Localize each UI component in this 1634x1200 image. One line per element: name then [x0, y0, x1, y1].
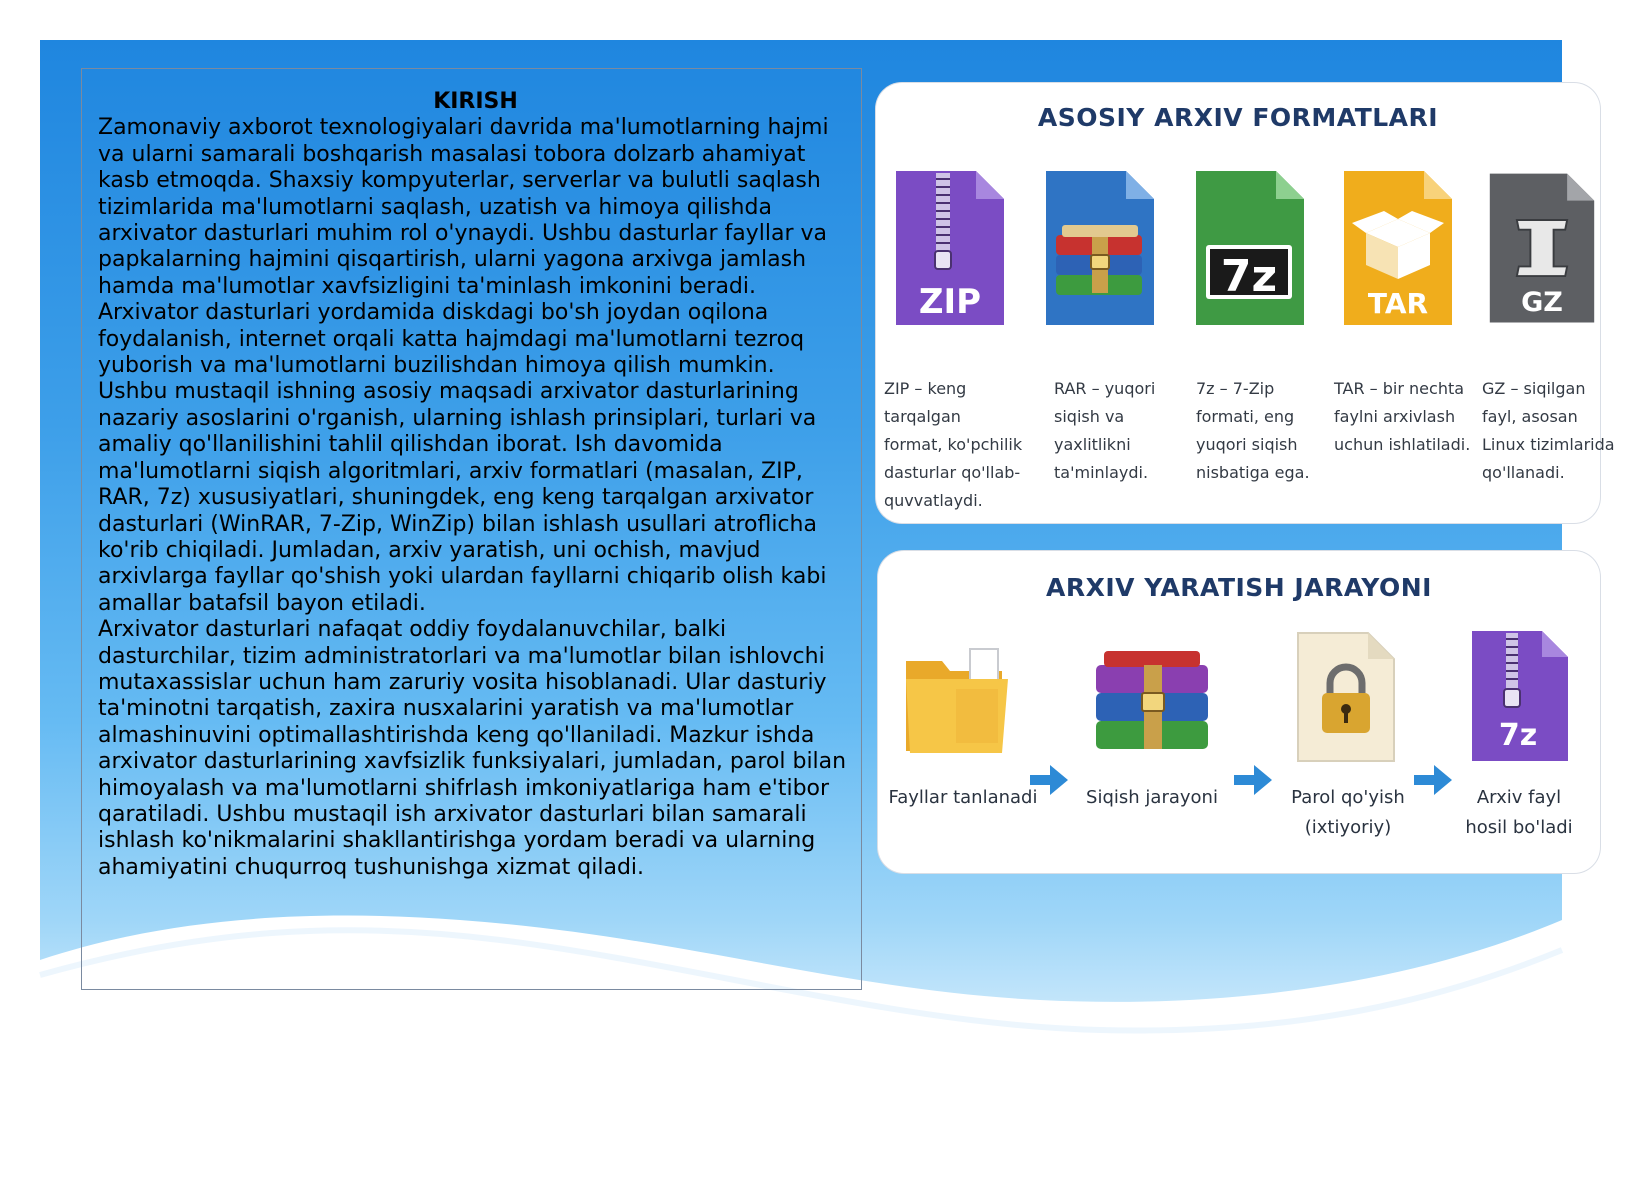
formats-card [876, 83, 1615, 523]
rar-file-icon [1040, 167, 1160, 332]
7z-archive-label: 7z [1498, 718, 1538, 753]
intro-paragraph-2: Ushbu mustaqil ishning asosiy maqsadi arxivator dasturlarining nazariy asoslarini o'rganish, ularning ishlash prinsiplari, turlari va amaliy qo'llanilishini tahlil qilishdan iborat. Ish davomida ma'lumotlarni siqish algoritmlari, arxiv formatlari (masalan, ZIP, RAR, 7z) xususiyatlari, shuningdek, eng keng tarqalgan arxivator dasturlari (WinRAR, 7-Zip, WinZip) bilan ishlash usullari atroflicha ko'rib chiqiladi. Jumladan, arxiv yaratish, uni ochish, mavjud arxivlarga fayllar qo'shish yoki ulardan fayllarni chiqarib olish kabi amallar batafsil bayon etiladi. [98, 379, 827, 616]
process-card [878, 551, 1600, 873]
format-zip-desc: ZIP – keng tarqalgan format, ko'pchilik dasturlar qo'llab- quvvatlaydi. [884, 379, 1023, 510]
intro-paragraph-1: Zamonaviy axborot texnologiyalari davrida ma'lumotlarning hajmi va ularni samarali boshqarish masalasi tobora dolzarb ahamiyat kasb etmoqda. Shaxsiy kompyuterlar, serverlar va bulutli saqlash tizimlarida ma'lumotlarni saqlash, uzatish va himoya qilishda arxivator dasturlari muhim rol o'ynaydi. Ushbu dasturlar fayllar va papkalarning hajmini qisqartirish, ularni yagona arxivga jamlash hamda ma'lumotlar xavfsizligini ta'minlash imkonini beradi. Arxivator dasturlari yordamida diskdagi bo'sh joydan oqilona foydalanish, internet orqali katta hajmdagi ma'lumotlarni tezroq yuborish va ma'lumotlarni buzilishdan himoya qilish mumkin. [98, 115, 829, 379]
format-rar [1040, 167, 1190, 332]
zip-label: ZIP [918, 282, 982, 322]
intro-paragraph-3: Arxivator dasturlari nafaqat oddiy foydalanuvchilar, balki dasturchilar, tizim administratorlari va ma'lumotlar bilan ishlovchi mutaxassislar uchun ham zaruriy vosita hisoblanadi. Ular dasturiy ta'minotni tarqatish, zaxira nusxalarini yaratish va ma'lumotlar almashinuvini optimallashtirishda keng qo'llaniladi. Mazkur ishda arxivator dasturlarining xavfsizlik funksiyalari, jumladan, parol bilan himoyalash va ma'lumotlarni shifrlash imkoniyatlariga ham e'tibor qaratiladi. Ushbu mustaqil ish arxivator dasturlari bilan samarali ishlash ko'nikmalarini shakllantirishga yordam beradi va ularning ahamiyatini chuqurroq tushunishga xizmat qiladi. [98, 617, 847, 880]
zip-file-icon [890, 167, 1010, 332]
intro-text-box [81, 68, 862, 990]
formats-card-title: ASOSIY ARXIV FORMATLARI [1037, 103, 1439, 132]
step-archive-created-label: Arxiv fayl hosil bo'ladi [1465, 787, 1573, 838]
format-tar-desc: TAR – bir nechta faylni arxivlash uchun ishlatiladi. [1334, 379, 1471, 454]
process-card-title: ARXIV YARATISH JARAYONI [1046, 573, 1432, 602]
arrow-icon [1028, 763, 1070, 797]
tar-file-icon [1338, 167, 1458, 332]
tar-label: TAR [1367, 287, 1429, 320]
folder-icon [902, 639, 1012, 759]
format-rar-desc: RAR – yuqori siqish va yaxlitlikni ta'minlaydi. [1054, 379, 1156, 482]
format-tar [1338, 167, 1488, 332]
format-zip [890, 167, 1040, 332]
gz-label: GZ [1521, 286, 1563, 318]
format-gz [1484, 167, 1634, 332]
books-archive-icon [1090, 641, 1214, 759]
step-select-files [902, 639, 1012, 763]
step-set-password [1294, 629, 1398, 769]
step-compression [1090, 641, 1214, 763]
lock-file-icon [1294, 629, 1398, 765]
7z-archive-icon [1468, 627, 1572, 765]
archive-infographic [876, 83, 1615, 875]
step-archive-created [1468, 627, 1572, 769]
step-select-files-label: Fayllar tanlanadi [888, 787, 1038, 808]
7z-label: 7z [1220, 251, 1278, 302]
7z-file-icon [1190, 167, 1310, 332]
gz-file-icon [1484, 167, 1600, 332]
format-7z [1190, 167, 1340, 332]
format-7z-desc: 7z – 7-Zip formati, eng yuqori siqish nisbatiga ega. [1196, 379, 1310, 482]
step-set-password-label: Parol qo'yish (ixtiyoriy) [1291, 787, 1405, 838]
intro-title: KIRISH [433, 89, 518, 114]
format-gz-desc: GZ – siqilgan fayl, asosan Linux tizimlarida qo'llanadi. [1482, 379, 1615, 482]
step-compression-label: Siqish jarayoni [1086, 787, 1218, 808]
